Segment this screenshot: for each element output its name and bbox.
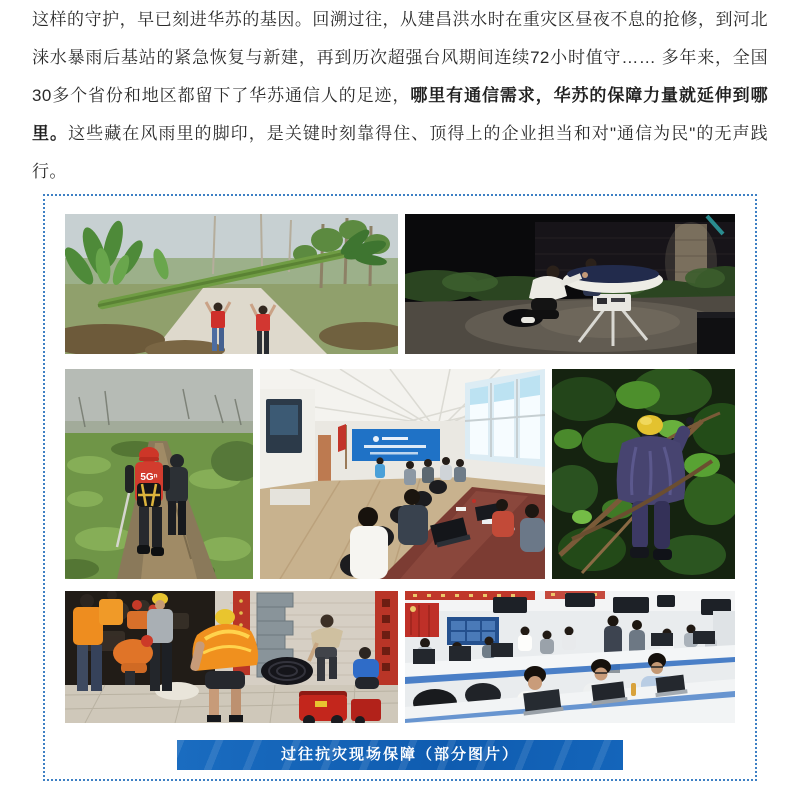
paragraph-segment-bold: 哪里有通信需求，华苏的保障力量就延伸到哪里。 xyxy=(32,86,768,143)
photo-night-satellite-dish xyxy=(405,214,735,354)
photo-network-operations-office xyxy=(405,591,735,723)
repair-crew-illustration xyxy=(65,591,398,723)
photo-emergency-command-room xyxy=(260,369,545,579)
night-satellite-dish-illustration xyxy=(405,214,735,354)
5g-backpack-hikers-illustration xyxy=(65,369,253,579)
photo-typhoon-palm-grove xyxy=(65,214,398,354)
emergency-command-room-illustration xyxy=(260,369,545,579)
vest-5g-label: 5Gⁿ xyxy=(140,472,158,483)
gallery-row-1 xyxy=(65,214,735,354)
paragraph-segment-2: 这些藏在风雨里的脚印，是关键时刻靠得住、顶得上的企业担当和对"通信为民"的无声践行。 xyxy=(32,124,768,181)
photo-gallery-box xyxy=(43,194,757,781)
paragraph-segment-1: 这样的守护，早已刻进华苏的基因。回溯过往，从建昌洪水时在重灾区昼夜不息的抢修，到河北涞水暴雨后基站的紧急恢复与新建，再到历次超强台风期间连续72小时值守…… 多年来，全国30多个省份和地区都留下了华苏通信人的足迹， xyxy=(32,10,768,105)
gallery-caption-bar xyxy=(177,740,623,770)
photo-repair-crew-orange-vests xyxy=(65,591,398,723)
typhoon-palm-grove-illustration xyxy=(65,214,398,354)
gallery-row-3 xyxy=(65,591,735,723)
lineman-in-foliage-illustration xyxy=(552,369,735,579)
photo-lineman-in-foliage xyxy=(552,369,735,579)
network-operations-office-illustration xyxy=(405,591,735,723)
gallery-caption-label: 过往抗灾现场保障（部分图片） xyxy=(280,746,519,763)
photo-5g-backpack-hikers xyxy=(65,369,253,579)
article-paragraph xyxy=(32,0,768,191)
gallery-row-2 xyxy=(65,369,735,579)
